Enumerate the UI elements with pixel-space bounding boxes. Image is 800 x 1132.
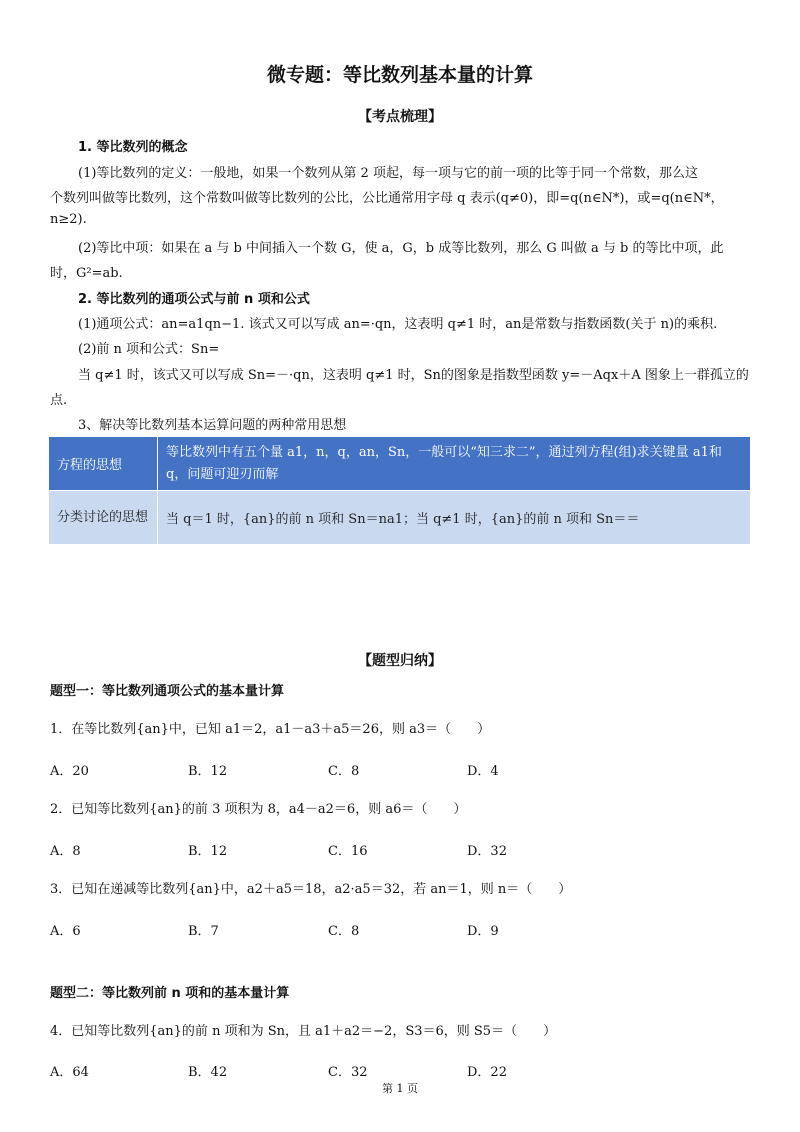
- question2-option-c: C．16: [328, 844, 368, 859]
- point1-definition-line2: 个数列叫做等比数列，这个常数叫做等比数列的公比，公比通常用字母 q 表示(q≠0)，即=q(n∈N*)，或=q(n∈N*，: [50, 191, 724, 206]
- point1-mean-line2: 时，G²=ab.: [50, 266, 123, 281]
- question3-stem: 3．已知在递减等比数列{an}中，a2＋a5＝18，a2·a5＝32，若 an＝1，则 n＝（ ）: [50, 882, 572, 897]
- question2-option-a: A．8: [50, 844, 81, 859]
- question1-option-c: C．8: [328, 764, 360, 779]
- section-title-question-types: 【题型归纳】: [358, 653, 442, 669]
- point1-heading: 1. 等比数列的概念: [78, 140, 188, 155]
- question1-option-a: A．20: [50, 764, 89, 779]
- question2-option-b: B．12: [188, 844, 228, 859]
- table-row1-label: 方程的思想: [49, 437, 158, 491]
- point3-heading: 3、解决等比数列基本运算问题的两种常用思想: [78, 418, 347, 433]
- table-row2-label: 分类讨论的思想: [49, 491, 158, 545]
- question4-option-d: D．22: [467, 1065, 507, 1080]
- point1-definition-line1: (1)等比数列的定义：一般地，如果一个数列从第 2 项起，每一项与它的前一项的比等于同一个常数，那么这: [78, 166, 698, 181]
- question4-option-c: C．32: [328, 1065, 368, 1080]
- question1-stem: 1．在等比数列{an}中，已知 a1＝2，a1－a3＋a5＝26，则 a3＝（ ）: [50, 722, 491, 737]
- question4-option-a: A．64: [50, 1065, 89, 1080]
- question3-option-c: C．8: [328, 924, 360, 939]
- question3-option-b: B．7: [188, 924, 219, 939]
- point1-mean-line1: (2)等比中项：如果在 a 与 b 中间插入一个数 G，使 a，G，b 成等比数列，那么 G 叫做 a 与 b 的等比中项，此: [78, 241, 724, 256]
- table-row2-text: 当 q＝1 时，{an}的前 n 项和 Sn＝na1；当 q≠1 时，{an}的前 n 项和 Sn＝＝: [158, 491, 751, 545]
- page-footer: 第 1 页: [382, 1082, 418, 1095]
- point2-sum-formula: (2)前 n 项和公式：Sn=: [78, 342, 220, 357]
- point2-heading: 2. 等比数列的通项公式与前 n 项和公式: [78, 292, 310, 307]
- question4-option-b: B．42: [188, 1065, 228, 1080]
- question1-option-b: B．12: [188, 764, 228, 779]
- point2-note-line2: 点.: [50, 393, 68, 408]
- question2-stem: 2．已知等比数列{an}的前 3 项积为 8，a4－a2＝6，则 a6＝（ ）: [50, 802, 467, 817]
- question2-option-d: D．32: [467, 844, 507, 859]
- page-title: 微专题：等比数列基本量的计算: [266, 64, 533, 86]
- type1-heading: 题型一：等比数列通项公式的基本量计算: [50, 684, 285, 699]
- question3-option-d: D．9: [467, 924, 499, 939]
- table-row1-text: 等比数列中有五个量 a1，n，q，an，Sn，一般可以“知三求二”，通过列方程(组)求关键量 a1和 q，问题可迎刃而解: [158, 437, 751, 491]
- point2-general-formula: (1)通项公式：an=a1qn−1. 该式又可以写成 an=·qn，这表明 q≠1 时，an是常数与指数函数(关于 n)的乘积.: [78, 317, 718, 332]
- methods-table: [48, 436, 751, 545]
- point2-note-line1: 当 q≠1 时，该式又可以写成 Sn=－·qn，这表明 q≠1 时，Sn的图象是指数型函数 y=－Aqx＋A 图象上一群孤立的: [78, 368, 749, 383]
- point1-definition-line3: n≥2).: [50, 212, 87, 227]
- type2-heading: 题型二：等比数列前 n 项和的基本量计算: [50, 986, 290, 1001]
- question3-option-a: A．6: [50, 924, 81, 939]
- section-title-key-points: 【考点梳理】: [358, 109, 442, 125]
- question1-option-d: D．4: [467, 764, 499, 779]
- question4-stem: 4．已知等比数列{an}的前 n 项和为 Sn，且 a1＋a2＝−2，S3＝6，则 S5＝（ ）: [50, 1024, 557, 1039]
